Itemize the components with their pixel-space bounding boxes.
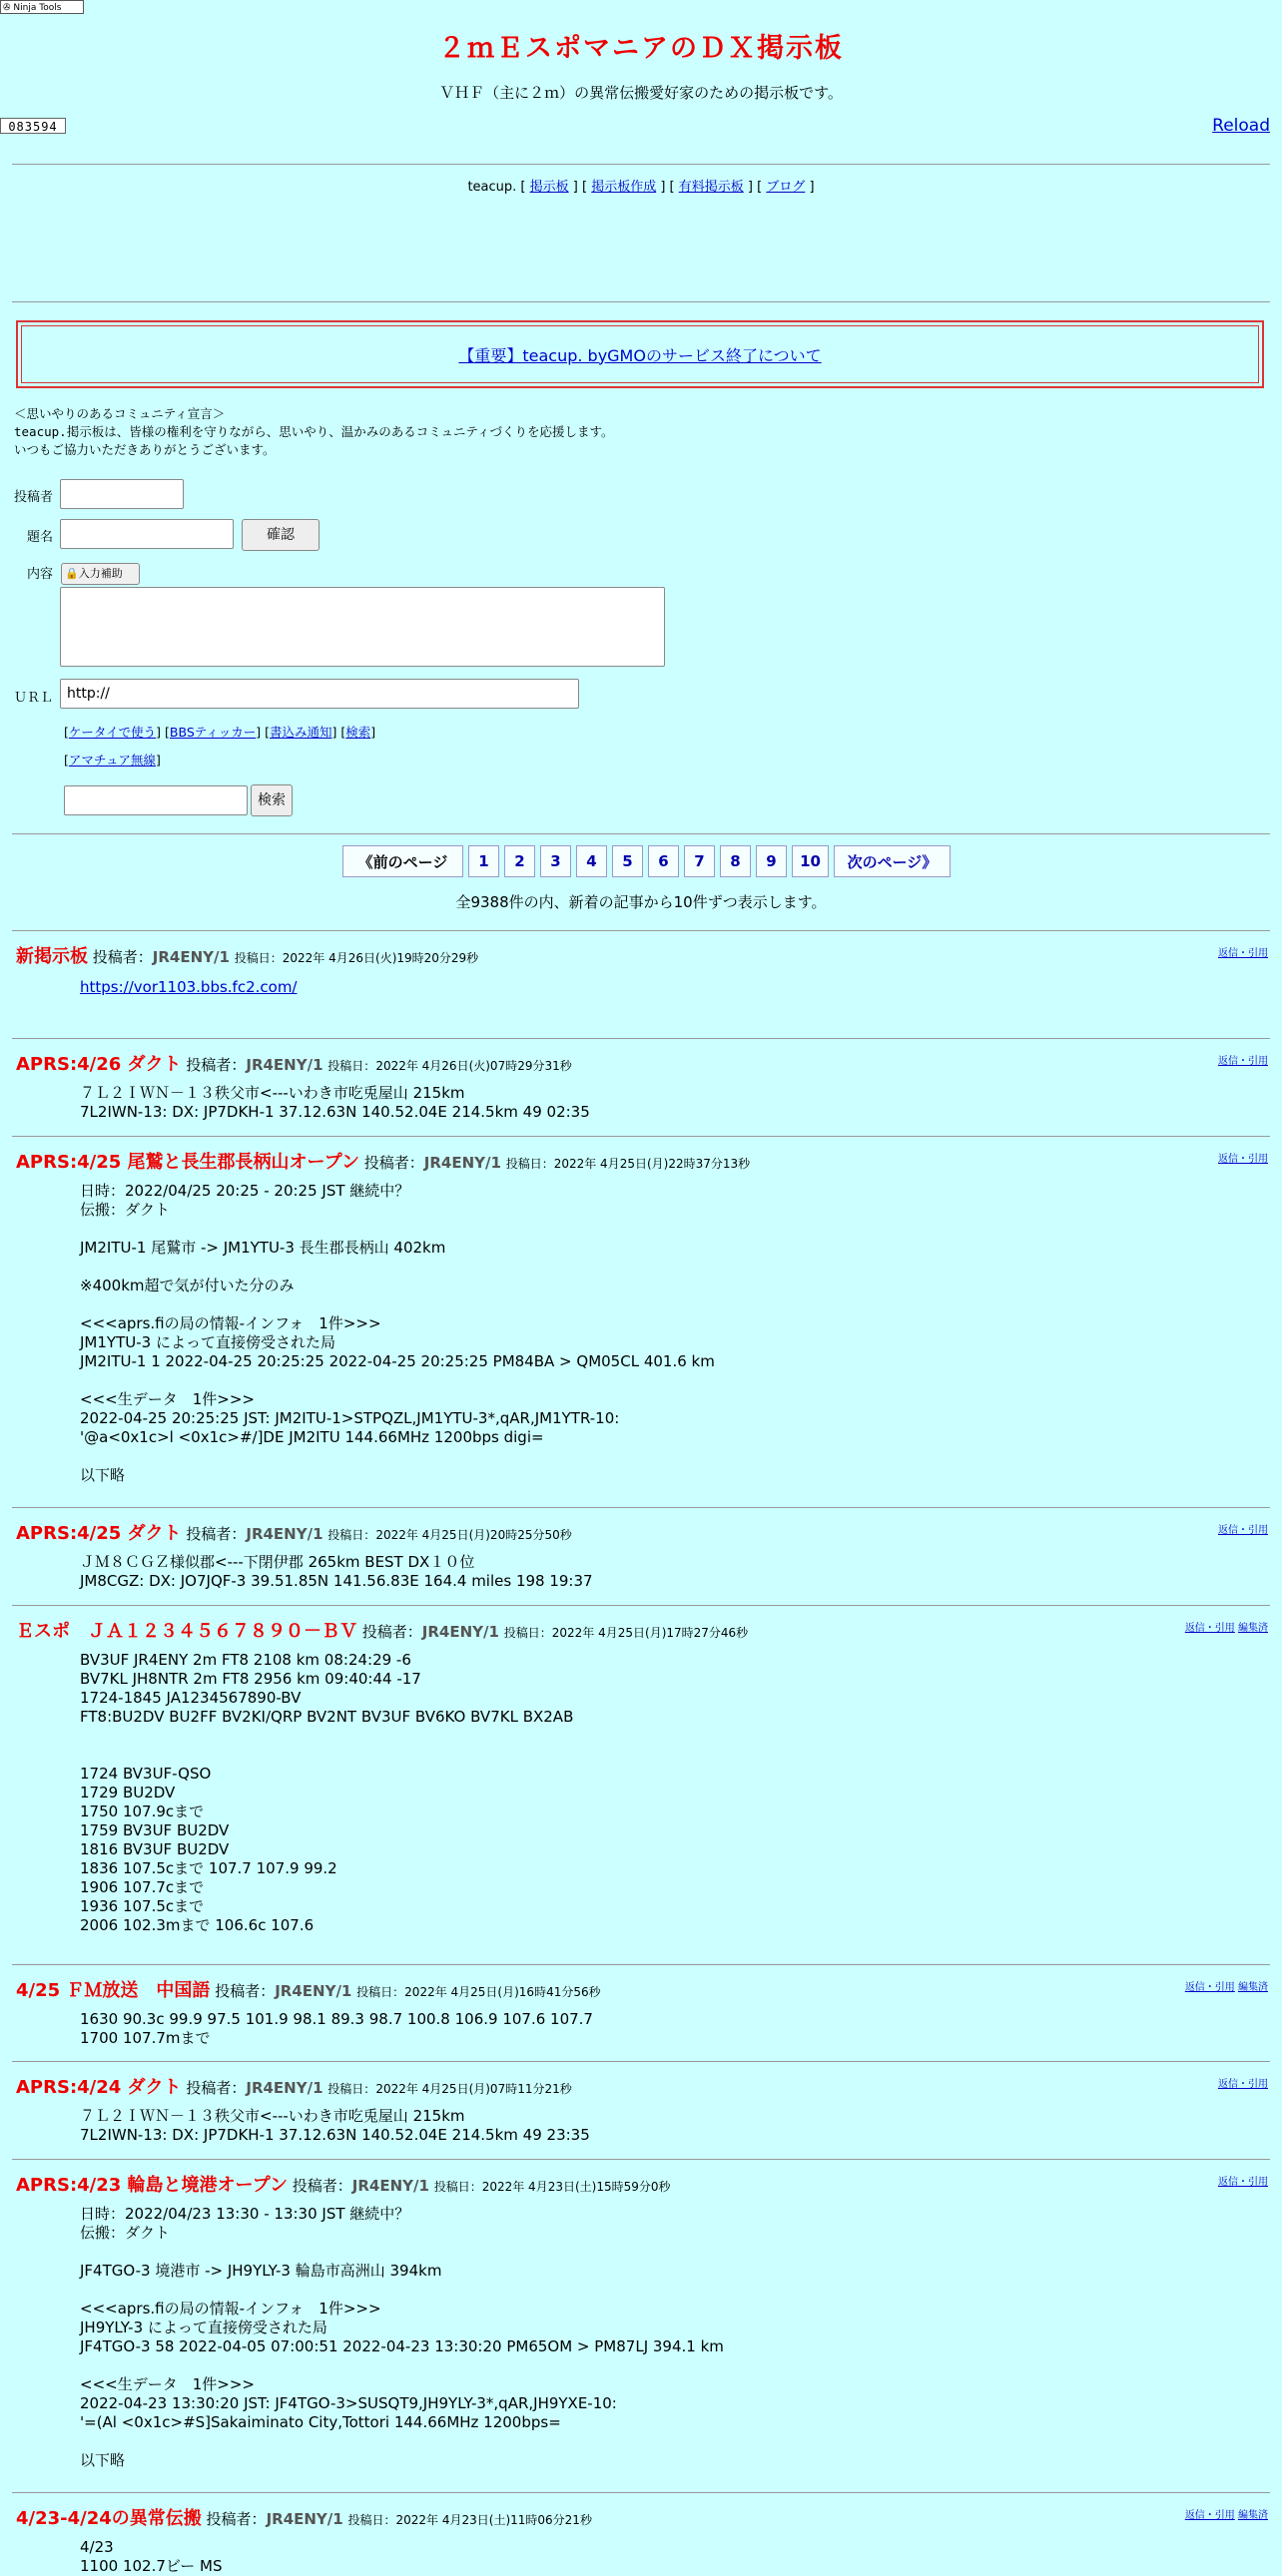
assist-label: 入力補助: [78, 567, 123, 580]
url-input[interactable]: [60, 679, 579, 709]
post-body: BV3UF JR4ENY 2m FT8 2108 km 08:24:29 -6 BV7KL JH8NTR 2m FT8 2956 km 09:40:44 -17 1724-1845 JA1234567890-BV FT8:BU2DV BU2FF BV2KI/QRP BV2NT BV3UF BV6KO BV7KL BX2AB 1724 BV3UF-QSO 1729 BU2DV 1750 107.9cまで 1759 BV3UF BU2DV 1816 BV3UF BU2DV 1836 107.5cまで 107.7 107.9 99.2 1906 107.7cまで 1936 107.5cまで 2006 102.3mまで 106.6c 107.6: [80, 1651, 574, 1934]
next-page-button[interactable]: 次のページ》: [834, 845, 951, 877]
reply-link[interactable]: 返信・引用: [1184, 1623, 1235, 1634]
post-author-label: 投稿者：: [186, 2079, 247, 2097]
confirm-button[interactable]: 確認: [242, 519, 320, 551]
search-input[interactable]: [64, 785, 248, 815]
link-ticker[interactable]: BBSティッカー: [169, 725, 257, 740]
post-actions: [1218, 2173, 1268, 2188]
post-date-label: 投稿日：: [234, 951, 283, 965]
link-ham-radio[interactable]: アマチュア無線: [68, 753, 157, 768]
page-subtitle: ＶＨＦ（主に２ｍ）の異常伝搬愛好家のための掲示板です。: [439, 84, 843, 102]
post-date: 2022年 4月25日(月)22時37分13秒: [553, 1157, 751, 1171]
nav-link-paid[interactable]: 有料掲示板: [678, 180, 744, 195]
author-label: 投稿者: [14, 490, 54, 505]
ninja-tools-badge[interactable]: [0, 0, 84, 14]
link-notify[interactable]: 書込み通知: [270, 725, 332, 740]
post-title: APRS:4/23 輪島と境港オープン: [16, 2175, 288, 2196]
subject-label: 題名: [27, 530, 54, 545]
nav-link-create[interactable]: 掲示板作成: [591, 180, 657, 195]
reply-link[interactable]: 返信・引用: [1184, 2510, 1235, 2521]
post-actions: [1218, 1521, 1268, 1536]
page-title: ２ｍＥスポマニアのＤＸ掲示板: [438, 33, 844, 64]
post-header: [16, 1976, 601, 2002]
post-author-label: 投稿者：: [92, 948, 153, 966]
edited-link[interactable]: 編集済: [1238, 1982, 1268, 1993]
post-actions: [1218, 1150, 1268, 1165]
post-date: 2022年 4月23日(土)15時59分0秒: [481, 2180, 671, 2194]
reply-link[interactable]: 返信・引用: [1218, 1154, 1268, 1165]
post-date: 2022年 4月25日(月)17時27分46秒: [551, 1626, 749, 1640]
category-links: [アマチュア無線]: [64, 753, 161, 768]
reply-link[interactable]: 返信・引用: [1218, 1525, 1268, 1536]
page-6[interactable]: 6: [648, 845, 679, 877]
divider: [12, 164, 1270, 165]
page-10[interactable]: 10: [792, 845, 829, 877]
post-title: 4/25 ＦＭ放送 中国語: [16, 1980, 211, 2001]
post-date: 2022年 4月25日(月)20時25分50秒: [375, 1528, 572, 1542]
post-divider: [12, 930, 1270, 931]
post-author: JR4ENY/1: [266, 2510, 343, 2528]
page-1[interactable]: 1: [468, 845, 499, 877]
nav-link-bbs[interactable]: 掲示板: [529, 180, 569, 195]
post-author: JR4ENY/1: [246, 1525, 323, 1543]
post-actions: [1185, 1619, 1268, 1634]
post-date: 2022年 4月23日(土)11時06分21秒: [395, 2513, 592, 2527]
post-body: 日時：2022/04/23 13:30 - 13:30 JST 継続中？ 伝搬：ダクト JF4TGO-3 境港市 -> JH9YLY-3 輪島市高洲山 394km <<<aprs.fiの局の情報-インフォ 1件>>> JH9YLY-3 によって直接傍受された局 JF4TGO-3 58 2022-04-05 07:00:51 2022-04-23 13:30:20 PM65OM > PM87LJ 394.1 km <<<生データ 1件>>> 2022-04-23 13:30:20 JST: JF4TGO-3>SUSQT9,JH9YLY-3*,qAR,JH9YXE-10: '=(Al <0x1c>#S]Sakaiminato City,Tottori 144.66MHz 1200bps= 以下略: [80, 2205, 724, 2469]
post-date-label: 投稿日：: [327, 1528, 376, 1542]
post-header: [16, 2073, 572, 2099]
post-title: APRS:4/25 尾鷲と長生郡長柄山オープン: [16, 1152, 359, 1173]
post-author-label: 投稿者：: [186, 1056, 247, 1074]
post-title: APRS:4/24 ダクト: [16, 2077, 182, 2098]
access-counter: 083594: [0, 118, 66, 134]
post-header: [16, 1617, 748, 1643]
post-author: JR4ENY/1: [152, 948, 230, 966]
post-body: [80, 978, 298, 997]
post-body: 4/23 1100 102.7ビー MS: [80, 2538, 223, 2575]
post-date-label: 投稿日：: [327, 1059, 376, 1073]
content-textarea[interactable]: [60, 587, 665, 667]
post-title: Ｅスポ ＪＡ１２３４５６７８９０－ＢＶ: [16, 1621, 357, 1642]
post-title: 新掲示板: [16, 946, 88, 967]
post-divider: [12, 2159, 1270, 2160]
post-body: 日時：2022/04/25 20:25 - 20:25 JST 継続中？ 伝搬：ダクト JM2ITU-1 尾鷲市 -> JM1YTU-3 長生郡長柄山 402km ※400km超で気が付いた分のみ <<<aprs.fiの局の情報-インフォ 1件>>> JM1YTU-3 によって直接傍受された局 JM2ITU-1 1 2022-04-25 20:25:25 2022-04-25 20:25:25 PM84BA > QM05CL 401.6 km <<<生データ 1件>>> 2022-04-25 20:25:25 JST: JM2ITU-1>STPQZL,JM1YTU-3*,qAR,JM1YTR-10: '@a<0x1c>l <0x1c>#/]DE JM2ITU 144.66MHz 1200bps digi= 以下略: [80, 1182, 715, 1484]
post-author-label: 投稿者：: [361, 1623, 422, 1641]
post-actions: [1185, 1978, 1268, 1993]
post-divider: [12, 1136, 1270, 1137]
post-header: [16, 1519, 572, 1545]
reply-link[interactable]: 返信・引用: [1218, 1056, 1268, 1067]
page-2[interactable]: 2: [504, 845, 535, 877]
link-mobile[interactable]: ケータイで使う: [68, 725, 157, 740]
divider: [12, 301, 1270, 302]
post-date-label: 投稿日：: [356, 1985, 405, 1999]
edited-link[interactable]: 編集済: [1238, 2510, 1268, 2521]
ninja-icon: ✇: [3, 3, 11, 13]
post-header: [16, 2504, 592, 2530]
post-divider: [12, 1964, 1270, 1965]
link-search[interactable]: 検索: [345, 725, 371, 740]
url-label: ＵＲＬ: [14, 691, 54, 706]
post-title: 4/23-4/24の異常伝搬: [16, 2508, 202, 2529]
reply-link[interactable]: 返信・引用: [1218, 948, 1268, 959]
post-date-label: 投稿日：: [433, 2180, 482, 2194]
declaration-thanks: いつもご協力いただきありがとうございます。: [14, 442, 276, 457]
post-author: JR4ENY/1: [423, 1154, 501, 1172]
post-header: [16, 1148, 750, 1174]
page-8[interactable]: 8: [720, 845, 751, 877]
reload-link[interactable]: Reload: [1212, 116, 1270, 136]
reply-link[interactable]: 返信・引用: [1218, 2177, 1268, 2188]
input-assist-button[interactable]: [61, 563, 140, 585]
edited-link[interactable]: 編集済: [1238, 1623, 1268, 1634]
post-date-label: 投稿日：: [503, 1626, 552, 1640]
post-date-label: 投稿日：: [347, 2513, 396, 2527]
post-author-label: 投稿者：: [186, 1525, 247, 1543]
teacup-nav: teacup. [ 掲示板 ] [ 掲示板作成 ] [ 有料掲示板 ] [ ブログ ]: [467, 180, 815, 195]
post-date-label: 投稿日：: [327, 2082, 376, 2096]
post-divider: [12, 2492, 1270, 2493]
declaration-heading: ＜思いやりのあるコミュニティ宣言＞: [14, 406, 226, 421]
post-divider: [12, 1038, 1270, 1039]
post-body: 1630 90.3c 99.9 97.5 101.9 98.1 89.3 98.7 100.8 106.9 107.6 107.7 1700 107.7mまで: [80, 2010, 593, 2047]
post-divider: [12, 2061, 1270, 2062]
post-link[interactable]: https://vor1103.bbs.fc2.com/: [80, 978, 298, 996]
post-author-label: 投稿者：: [206, 2510, 267, 2528]
post-date-label: 投稿日：: [505, 1157, 554, 1171]
service-end-notice: [16, 320, 1264, 388]
post-actions: [1218, 1052, 1268, 1067]
declaration-brand: teacup.: [14, 424, 67, 439]
tool-links: [ケータイで使う] [BBSティッカー] [書込み通知] [検索]: [64, 725, 376, 740]
post-title: APRS:4/26 ダクト: [16, 1054, 182, 1075]
post-actions: [1218, 2075, 1268, 2090]
post-title: APRS:4/25 ダクト: [16, 1523, 182, 1544]
page-4[interactable]: 4: [576, 845, 607, 877]
post-body: ＪＭ８ＣＧＺ様似郡<---下閉伊郡 265km BEST DX１０位 JM8CGZ: DX: JO7JQF-3 39.51.85N 141.56.83E 164.4 miles 198 19:37: [80, 1553, 593, 1590]
post-body: ７Ｌ２ＩＷＮ－１３秩父市<---いわき市吃兎屋山 215km 7L2IWN-13: DX: JP7DKH-1 37.12.63N 140.52.04E 214.5km 49 02:35: [80, 1084, 590, 1121]
post-author: JR4ENY/1: [275, 1982, 352, 2000]
pagination: [342, 845, 951, 877]
post-author: JR4ENY/1: [246, 1056, 323, 1074]
post-header: [16, 1050, 572, 1076]
post-author-label: 投稿者：: [363, 1154, 424, 1172]
prev-page-button[interactable]: 《前のページ: [342, 845, 463, 877]
post-body: ７Ｌ２ＩＷＮ－１３秩父市<---いわき市吃兎屋山 215km 7L2IWN-13: DX: JP7DKH-1 37.12.63N 140.52.04E 214.5km 49 23:35: [80, 2107, 590, 2144]
page-5[interactable]: 5: [612, 845, 643, 877]
post-date: 2022年 4月25日(月)07時11分21秒: [375, 2082, 572, 2096]
lock-icon: 🔒: [65, 567, 79, 580]
divider: [12, 833, 1270, 834]
post-summary: 全9388件の内、新着の記事から10件ずつ表示します。: [455, 893, 827, 911]
content-label: 内容: [27, 567, 54, 582]
post-author-label: 投稿者：: [215, 1982, 276, 2000]
community-declaration: [14, 405, 613, 459]
post-actions: [1218, 944, 1268, 959]
subject-input[interactable]: [60, 519, 234, 549]
post-header: [16, 2171, 671, 2197]
post-author: JR4ENY/1: [246, 2079, 323, 2097]
nav-link-blog[interactable]: ブログ: [766, 180, 806, 195]
ninja-label: Ninja Tools: [13, 3, 62, 13]
declaration-body: [14, 423, 613, 441]
post-author: JR4ENY/1: [421, 1623, 499, 1641]
post-actions: [1185, 2506, 1268, 2521]
post-divider: [12, 1605, 1270, 1606]
post-date: 2022年 4月26日(火)07時29分31秒: [375, 1059, 572, 1073]
reply-link[interactable]: 返信・引用: [1184, 1982, 1235, 1993]
declaration-text: 掲示板は、皆様の権利を守りながら、思いやり、温かみのあるコミュニティづくりを応援します。: [66, 424, 614, 439]
notice-link[interactable]: 【重要】teacup. byGMOのサービス終了について: [458, 345, 822, 365]
post-author-label: 投稿者：: [292, 2177, 352, 2195]
post-author: JR4ENY/1: [351, 2177, 429, 2195]
page-3[interactable]: 3: [540, 845, 571, 877]
search-button[interactable]: 検索: [251, 784, 293, 816]
post-date: 2022年 4月25日(月)16時41分56秒: [404, 1985, 601, 1999]
author-input[interactable]: [60, 479, 184, 509]
post-date: 2022年 4月26日(火)19時20分29秒: [282, 951, 479, 965]
reply-link[interactable]: 返信・引用: [1218, 2079, 1268, 2090]
post-header: [16, 942, 478, 968]
nav-prefix: teacup.: [467, 180, 517, 195]
post-divider: [12, 1507, 1270, 1508]
page-7[interactable]: 7: [684, 845, 715, 877]
page-9[interactable]: 9: [756, 845, 787, 877]
